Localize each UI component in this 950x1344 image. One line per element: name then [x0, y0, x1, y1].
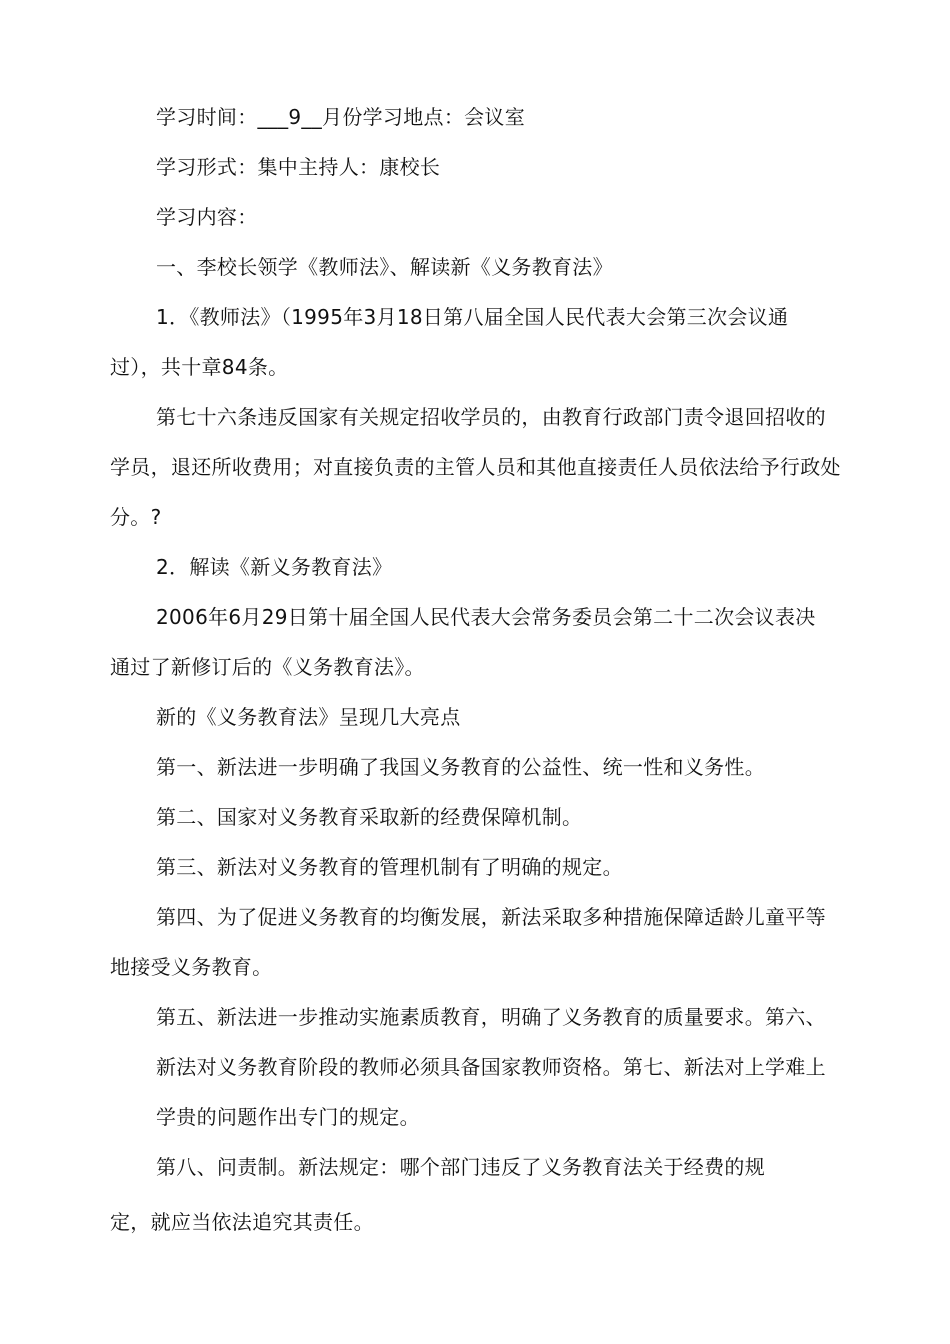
paragraph-line: 过），共十章84条。 — [110, 355, 289, 379]
study-time-line: 学习时间：___9__月份学习地点：会议室 — [156, 105, 526, 129]
study-content-heading: 学习内容： — [156, 205, 258, 229]
paragraph-line: 第一、新法进一步明确了我国义务教育的公益性、统一性和义务性。 — [156, 755, 765, 779]
paragraph-line: 第四、为了促进义务教育的均衡发展，新法采取多种措施保障适龄儿童平等 — [156, 905, 826, 929]
paragraph-line: 通过了新修订后的《义务教育法》。 — [110, 655, 425, 679]
paragraph-line: 第八、问责制。新法规定：哪个部门违反了义务教育法关于经费的规 — [156, 1155, 765, 1179]
paragraph-line: 第二、国家对义务教育采取新的经费保障机制。 — [156, 805, 583, 829]
paragraph-line: 第七十六条违反国家有关规定招收学员的，由教育行政部门责令退回招收的 — [156, 405, 826, 429]
paragraph-line: 1．《教师法》（1995年3月18日第八届全国人民代表大会第三次会议通 — [156, 305, 789, 329]
section-heading-2: 2．解读《新义务教育法》 — [156, 555, 393, 579]
paragraph-line: 学贵的问题作出专门的规定。 — [156, 1105, 420, 1129]
paragraph-line: 地接受义务教育。 — [110, 955, 273, 979]
paragraph-line: 新的《义务教育法》呈现几大亮点 — [156, 705, 461, 729]
study-format-line: 学习形式：集中主持人：康校长 — [156, 155, 441, 179]
paragraph-line: 分。? — [110, 505, 162, 529]
paragraph-line: 第五、新法进一步推动实施素质教育，明确了义务教育的质量要求。第六、 — [156, 1005, 826, 1029]
paragraph-line: 新法对义务教育阶段的教师必须具备国家教师资格。第七、新法对上学难上 — [156, 1055, 826, 1079]
section-heading-1: 一、李校长领学《教师法》、解读新《义务教育法》 — [156, 255, 613, 279]
paragraph-line: 第三、新法对义务教育的管理机制有了明确的规定。 — [156, 855, 623, 879]
paragraph-line: 定，就应当依法追究其责任。 — [110, 1210, 374, 1234]
paragraph-line: 2006年6月29日第十届全国人民代表大会常务委员会第二十二次会议表决 — [156, 605, 816, 629]
paragraph-line: 学员，退还所收费用；对直接负责的主管人员和其他直接责任人员依法给予行政处 — [110, 455, 841, 479]
